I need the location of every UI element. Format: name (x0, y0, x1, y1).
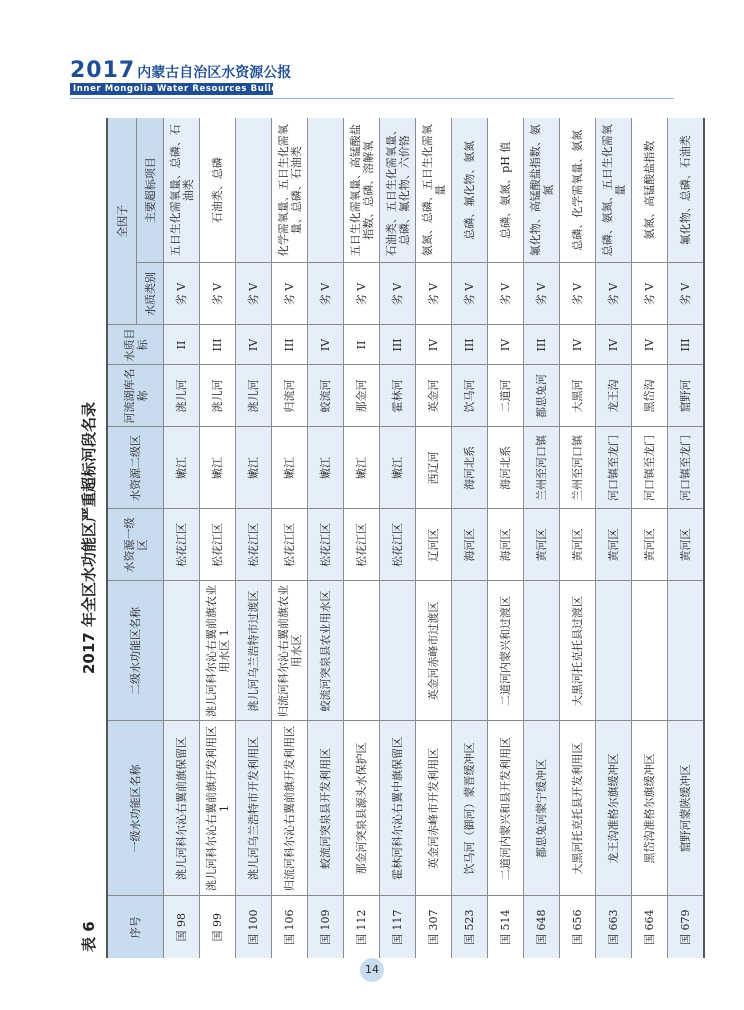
cell-items: 氨氮、高锰酸盐指数 (632, 118, 668, 263)
cell-seq: 国 664 (632, 896, 668, 958)
cell-zone2: 大黑河托克托县过渡区 (560, 581, 596, 721)
header-items: 主要超标项目 (137, 118, 164, 263)
cell-quality: 劣 V (560, 263, 596, 325)
cell-quality: 劣 V (668, 263, 705, 325)
cell-river: 二道河 (488, 365, 524, 427)
cell-basin1: 黄河区 (632, 509, 668, 581)
cell-quality: 劣 V (164, 263, 200, 325)
cell-zone2: 蛟流河突泉县农业用水区 (308, 581, 344, 721)
cell-river: 洮儿河 (164, 365, 200, 427)
cell-items: 总磷、氨氮、pH 值 (488, 118, 524, 263)
header-basin1: 水资源一级区 (107, 509, 164, 581)
cell-basin2: 河口镇至龙门 (668, 427, 705, 509)
cell-zone1: 饮马河（御河）蒙晋缓冲区 (452, 721, 488, 896)
cell-zone1: 龙王沟准格尔旗缓冲区 (596, 721, 632, 896)
table-row (344, 118, 380, 958)
table-body (164, 118, 705, 958)
cell-zone1: 英金河赤峰市开发利用区 (416, 721, 452, 896)
table-row (596, 118, 632, 958)
cell-target: IV (308, 325, 344, 365)
cell-quality: 劣 V (596, 263, 632, 325)
cell-zone1: 窟野河蒙陕缓冲区 (668, 721, 705, 896)
cell-basin1: 松花江区 (344, 509, 380, 581)
cell-basin1: 松花江区 (236, 509, 272, 581)
cell-target: II (164, 325, 200, 365)
table-row (308, 118, 344, 958)
cell-items: 氟化物、总磷、石油类 (668, 118, 705, 263)
cell-seq: 国 98 (164, 896, 200, 958)
cell-items: 石油类、总磷 (200, 118, 236, 263)
cell-items (236, 118, 272, 263)
cell-target: III (668, 325, 705, 365)
cell-target: IV (236, 325, 272, 365)
bulletin-header (70, 58, 291, 83)
cell-basin1: 海河区 (488, 509, 524, 581)
cell-seq: 国 663 (596, 896, 632, 958)
header-divider (70, 98, 674, 99)
cell-zone2 (380, 581, 416, 721)
cell-target: IV (632, 325, 668, 365)
cell-seq: 国 117 (380, 896, 416, 958)
cell-river: 洮儿河 (236, 365, 272, 427)
table-title: 2017 年全区水功能区严重超标河段名录 (80, 402, 98, 674)
rotated-table-area (70, 118, 692, 958)
cell-basin2: 嫩江 (380, 427, 416, 509)
cell-target: IV (596, 325, 632, 365)
cell-zone2 (524, 581, 560, 721)
cell-target: III (200, 325, 236, 365)
cell-zone1: 黑岱沟准格尔旗缓冲区 (632, 721, 668, 896)
cell-items (308, 118, 344, 263)
header-year: 2017 (70, 58, 136, 83)
header-all-factor: 全因子 (107, 118, 137, 325)
cell-zone2 (452, 581, 488, 721)
header-zone1: 一级水功能区名称 (107, 721, 164, 896)
cell-quality: 劣 V (236, 263, 272, 325)
cell-zone2 (344, 581, 380, 721)
cell-quality: 劣 V (416, 263, 452, 325)
cell-river: 龙王沟 (596, 365, 632, 427)
cell-basin1: 黄河区 (560, 509, 596, 581)
cell-basin2: 河口镇至龙门 (632, 427, 668, 509)
cell-basin1: 松花江区 (272, 509, 308, 581)
cell-items: 氨氮、总磷、五日生化需氧量 (416, 118, 452, 263)
cell-seq: 国 656 (560, 896, 596, 958)
cell-river: 霍林河 (380, 365, 416, 427)
cell-basin1: 黄河区 (596, 509, 632, 581)
cell-quality: 劣 V (452, 263, 488, 325)
cell-seq: 国 514 (488, 896, 524, 958)
cell-items: 石油类、五日生化需氧量、总磷、氟化物、六价铬 (380, 118, 416, 263)
cell-river: 都思兔河 (524, 365, 560, 427)
cell-target: III (524, 325, 560, 365)
cell-zone1: 归流河科尔沁右翼前旗开发利用区 (272, 721, 308, 896)
header-title-cn: 内蒙古自治区水资源公报 (137, 65, 292, 81)
cell-items: 总磷、化学需氧量、氨氮 (560, 118, 596, 263)
cell-seq: 国 100 (236, 896, 272, 958)
cell-seq: 国 109 (308, 896, 344, 958)
cell-zone2 (596, 581, 632, 721)
cell-quality: 劣 V (200, 263, 236, 325)
cell-basin2: 兰州至河口镇 (524, 427, 560, 509)
table-row (524, 118, 560, 958)
rotated-content (70, 118, 692, 958)
table-row (668, 118, 705, 958)
cell-basin1: 松花江区 (380, 509, 416, 581)
cell-river: 大黑河 (560, 365, 596, 427)
table-row (560, 118, 596, 958)
cell-items: 总磷、氟化物、氨氮 (452, 118, 488, 263)
cell-basin1: 黄河区 (668, 509, 705, 581)
cell-target: III (452, 325, 488, 365)
cell-basin1: 松花江区 (164, 509, 200, 581)
cell-items: 五日生化需氧量、总磷、石油类 (164, 118, 200, 263)
cell-river: 英金河 (416, 365, 452, 427)
header-river: 河流湖库名称 (107, 365, 164, 427)
cell-basin2: 海河北系 (488, 427, 524, 509)
cell-zone1: 二道河内蒙兴和县开发利用区 (488, 721, 524, 896)
cell-basin2: 河口镇至龙门 (596, 427, 632, 509)
cell-basin2: 嫩江 (236, 427, 272, 509)
cell-basin2: 兰州至河口镇 (560, 427, 596, 509)
cell-river: 蛟流河 (308, 365, 344, 427)
cell-zone1: 那金河突泉县源头水保护区 (344, 721, 380, 896)
cell-items: 氟化物、高锰酸盐指数、氨氮 (524, 118, 560, 263)
table-row (164, 118, 200, 958)
cell-seq: 国 648 (524, 896, 560, 958)
cell-items: 总磷、氨氮、五日生化需氧量 (596, 118, 632, 263)
cell-basin2: 嫩江 (164, 427, 200, 509)
cell-seq: 国 112 (344, 896, 380, 958)
table-caption (78, 118, 102, 958)
cell-seq: 国 99 (200, 896, 236, 958)
cell-basin2: 嫩江 (272, 427, 308, 509)
cell-basin1: 海河区 (452, 509, 488, 581)
header-basin2: 水资源二级区 (107, 427, 164, 509)
cell-zone2 (668, 581, 705, 721)
cell-zone1: 都思兔河蒙宁缓冲区 (524, 721, 560, 896)
table-row (200, 118, 236, 958)
table-row (272, 118, 308, 958)
cell-quality: 劣 V (632, 263, 668, 325)
cell-quality: 劣 V (344, 263, 380, 325)
header-zone2: 二级水功能区名称 (107, 581, 164, 721)
cell-quality: 劣 V (380, 263, 416, 325)
cell-seq: 国 523 (452, 896, 488, 958)
cell-zone2: 洮儿河乌兰浩特市过渡区 (236, 581, 272, 721)
cell-zone2 (164, 581, 200, 721)
cell-quality: 劣 V (524, 263, 560, 325)
cell-seq: 国 307 (416, 896, 452, 958)
header-seq: 序号 (107, 896, 164, 958)
cell-basin1: 辽河区 (416, 509, 452, 581)
cell-target: IV (560, 325, 596, 365)
cell-basin1: 松花江区 (308, 509, 344, 581)
cell-target: II (344, 325, 380, 365)
cell-zone1: 洮儿河乌兰浩特市开发利用区 (236, 721, 272, 896)
cell-items: 五日生化需氧量、高锰酸盐指数、总磷、溶解氧 (344, 118, 380, 263)
cell-river: 饮马河 (452, 365, 488, 427)
cell-basin1: 黄河区 (524, 509, 560, 581)
cell-zone1: 洮儿河科尔沁右翼前旗保留区 (164, 721, 200, 896)
header-target: 水质目标 (107, 325, 164, 365)
table-row (632, 118, 668, 958)
cell-seq: 国 679 (668, 896, 705, 958)
cell-target: IV (416, 325, 452, 365)
cell-zone1: 蛟流河突泉县开发利用区 (308, 721, 344, 896)
cell-zone2: 二道河内蒙兴和过渡区 (488, 581, 524, 721)
table-row (452, 118, 488, 958)
cell-river: 窟野河 (668, 365, 705, 427)
cell-basin2: 西辽河 (416, 427, 452, 509)
cell-river: 黑岱沟 (632, 365, 668, 427)
cell-zone1: 霍林河科尔沁右翼中旗保留区 (380, 721, 416, 896)
exceedance-table (106, 118, 705, 958)
cell-basin2: 嫩江 (308, 427, 344, 509)
cell-target: III (272, 325, 308, 365)
cell-items: 化学需氧量、五日生化需氧量、总磷、石油类 (272, 118, 308, 263)
cell-zone1: 洮儿河科尔沁右翼前旗开发利用区 1 (200, 721, 236, 896)
table-row (488, 118, 524, 958)
cell-quality: 劣 V (308, 263, 344, 325)
page-number: 14 (360, 958, 384, 982)
cell-zone2: 英金河赤峰市过渡区 (416, 581, 452, 721)
cell-quality: 劣 V (272, 263, 308, 325)
table-row (416, 118, 452, 958)
cell-river: 洮儿河 (200, 365, 236, 427)
cell-zone1: 大黑河托克托县开发利用区 (560, 721, 596, 896)
header-quality: 水质类别 (137, 263, 164, 325)
table-row (236, 118, 272, 958)
cell-basin2: 嫩江 (200, 427, 236, 509)
table-label: 表 6 (80, 921, 98, 952)
cell-river: 归流河 (272, 365, 308, 427)
table-row (380, 118, 416, 958)
cell-basin2: 嫩江 (344, 427, 380, 509)
cell-quality: 劣 V (488, 263, 524, 325)
header-title-en: Inner Mongolia Water Resources Bulletin (70, 83, 273, 95)
cell-zone2: 归流河科尔沁右翼前旗农业用水区 (272, 581, 308, 721)
cell-river: 那金河 (344, 365, 380, 427)
cell-target: IV (488, 325, 524, 365)
cell-zone2 (632, 581, 668, 721)
cell-basin1: 松花江区 (200, 509, 236, 581)
cell-target: III (380, 325, 416, 365)
cell-seq: 国 106 (272, 896, 308, 958)
cell-zone2: 洮儿河科尔沁右翼前旗农业用水区 1 (200, 581, 236, 721)
cell-basin2: 海河北系 (452, 427, 488, 509)
